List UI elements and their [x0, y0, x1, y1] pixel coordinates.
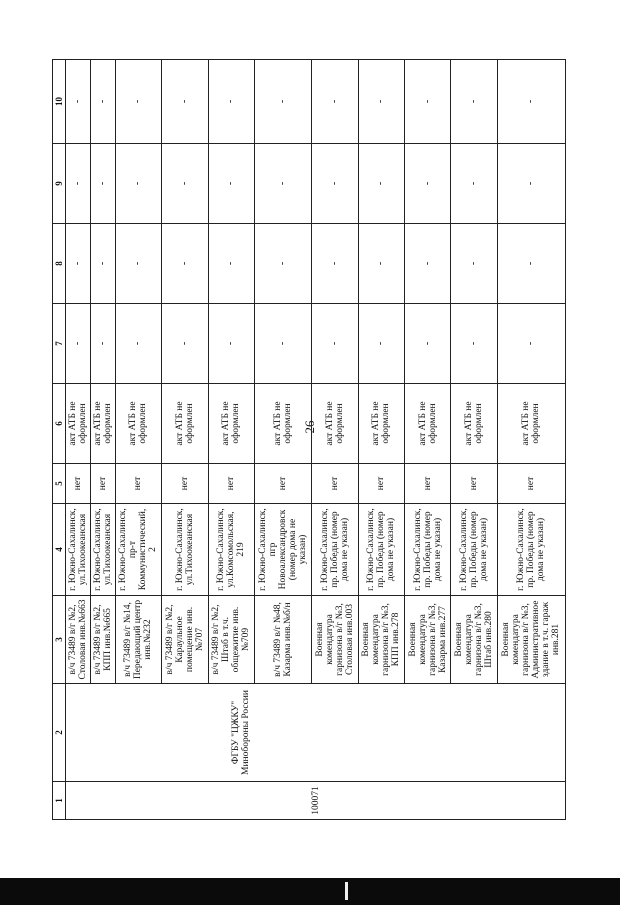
column-10-cell: -	[254, 60, 311, 144]
presence-cell: нет	[90, 464, 115, 504]
column-number-row	[53, 60, 66, 820]
status-cell: акт АТБ не оформлен	[254, 384, 311, 464]
column-7-cell: -	[162, 304, 208, 384]
column-number: 9	[53, 144, 66, 224]
presence-cell: нет	[162, 464, 208, 504]
rotated-table-container	[52, 60, 566, 820]
column-10-cell: -	[115, 60, 161, 144]
status-cell: акт АТБ не оформлен	[451, 384, 497, 464]
status-cell: акт АТБ не оформлен	[312, 384, 358, 464]
status-cell: акт АТБ не оформлен	[162, 384, 208, 464]
column-8-cell: -	[162, 224, 208, 304]
column-8-cell: -	[312, 224, 358, 304]
column-7-cell: -	[254, 304, 311, 384]
column-9-cell: -	[66, 144, 91, 224]
column-number: 8	[53, 224, 66, 304]
status-cell: акт АТБ не оформлен	[66, 384, 91, 464]
column-10-cell: -	[90, 60, 115, 144]
column-9-cell: -	[312, 144, 358, 224]
object-name-cell: в/ч 73489 в/г №2, Караульное помещение инв.№707	[162, 596, 208, 684]
presence-cell: нет	[358, 464, 404, 504]
column-7-cell: -	[358, 304, 404, 384]
address-cell: г. Южно-Сахалинск, пгр Новоалександровск (номер дома не указан)	[254, 504, 311, 596]
column-8-cell: -	[66, 224, 91, 304]
presence-cell: нет	[66, 464, 91, 504]
column-9-cell: -	[358, 144, 404, 224]
status-cell: акт АТБ не оформлен	[208, 384, 254, 464]
presence-cell: нет	[208, 464, 254, 504]
object-code-cell: 100071	[66, 782, 566, 820]
organization-cell: ФГБУ "ЦЖКУ" Минобороны России	[66, 684, 566, 782]
address-cell: г. Южно-Сахалинск, ул.Тихоокеанская	[66, 504, 91, 596]
column-number: 5	[53, 464, 66, 504]
column-number: 2	[53, 684, 66, 782]
column-8-cell: -	[497, 224, 565, 304]
presence-cell: нет	[254, 464, 311, 504]
object-name-cell: в/ч 73489 в/г №2, Столовая инв.№663	[66, 596, 91, 684]
column-7-cell: -	[497, 304, 565, 384]
column-7-cell: -	[312, 304, 358, 384]
column-10-cell: -	[208, 60, 254, 144]
column-7-cell: -	[66, 304, 91, 384]
object-name-cell: в/ч 73489 в/г №48, Казарма инв.№б/н	[254, 596, 311, 684]
column-9-cell: -	[115, 144, 161, 224]
column-9-cell: -	[405, 144, 451, 224]
column-8-cell: -	[115, 224, 161, 304]
column-9-cell: -	[451, 144, 497, 224]
column-10-cell: -	[66, 60, 91, 144]
presence-cell: нет	[115, 464, 161, 504]
address-cell: г. Южно-Сахалинск, пр-т Коммунистический, 2	[115, 504, 161, 596]
object-name-cell: в/ч 73489 в/г №2, КПП инв.№665	[90, 596, 115, 684]
presence-cell: нет	[451, 464, 497, 504]
column-7-cell: -	[115, 304, 161, 384]
page-number: 26	[302, 420, 317, 434]
column-10-cell: -	[405, 60, 451, 144]
column-number: 6	[53, 384, 66, 464]
column-7-cell: -	[90, 304, 115, 384]
status-cell: акт АТБ не оформлен	[497, 384, 565, 464]
column-10-cell: -	[497, 60, 565, 144]
column-8-cell: -	[405, 224, 451, 304]
register-table	[52, 59, 566, 820]
scan-mark	[345, 882, 348, 900]
column-8-cell: -	[451, 224, 497, 304]
column-number: 7	[53, 304, 66, 384]
object-name-cell: в/ч 73489 в/г №14, Передающий центр инв.№232	[115, 596, 161, 684]
column-8-cell: -	[358, 224, 404, 304]
column-8-cell: -	[90, 224, 115, 304]
column-7-cell: -	[405, 304, 451, 384]
presence-cell: нет	[405, 464, 451, 504]
column-10-cell: -	[358, 60, 404, 144]
object-name-cell: Военная комендатура гарнизона в/г №3, Административное здание в т.ч. гараж инв.281	[497, 596, 565, 684]
column-10-cell: -	[162, 60, 208, 144]
address-cell: г. Южно-Сахалинск, пр. Победы (номер дома не указан)	[405, 504, 451, 596]
column-9-cell: -	[162, 144, 208, 224]
address-cell: г. Южно-Сахалинск, пр. Победы (номер дома не указан)	[451, 504, 497, 596]
column-number: 10	[53, 60, 66, 144]
object-name-cell: Военная комендатура гарнизона в/г №3, Казарма инв.277	[405, 596, 451, 684]
column-number: 3	[53, 596, 66, 684]
column-8-cell: -	[208, 224, 254, 304]
address-cell: г. Южно-Сахалинск, ул.Тихоокеанская	[90, 504, 115, 596]
column-10-cell: -	[451, 60, 497, 144]
column-10-cell: -	[312, 60, 358, 144]
column-number: 1	[53, 782, 66, 820]
presence-cell: нет	[497, 464, 565, 504]
presence-cell: нет	[312, 464, 358, 504]
column-9-cell: -	[254, 144, 311, 224]
address-cell: г. Южно-Сахалинск, пр. Победы (номер дома не указан)	[358, 504, 404, 596]
status-cell: акт АТБ не оформлен	[358, 384, 404, 464]
column-8-cell: -	[254, 224, 311, 304]
column-number: 4	[53, 504, 66, 596]
column-7-cell: -	[208, 304, 254, 384]
column-7-cell: -	[451, 304, 497, 384]
table-row	[66, 60, 91, 820]
address-cell: г. Южно-Сахалинск, ул.Комсомольская, 219	[208, 504, 254, 596]
object-name-cell: в/ч 73489 в/г №2, Штаб в т.ч. общежитие инв.№709	[208, 596, 254, 684]
column-9-cell: -	[497, 144, 565, 224]
column-9-cell: -	[90, 144, 115, 224]
status-cell: акт АТБ не оформлен	[115, 384, 161, 464]
object-name-cell: Военная комендатура гарнизона в/г №3, Столовая инв.003	[312, 596, 358, 684]
address-cell: г. Южно-Сахалинск, пр. Победы (номер дома не указан)	[312, 504, 358, 596]
object-name-cell: Военная комендатура гарнизона в/г №3, Штаб инв.280	[451, 596, 497, 684]
object-name-cell: Военная комендатура гарнизона в/г №3, КПП инв.278	[358, 596, 404, 684]
address-cell: г. Южно-Сахалинск, ул.Тихоокеанская	[162, 504, 208, 596]
address-cell: г. Южно-Сахалинск, пр. Победы (номер дома не указан)	[497, 504, 565, 596]
scan-bottom-border	[0, 878, 620, 905]
status-cell: акт АТБ не оформлен	[405, 384, 451, 464]
status-cell: акт АТБ не оформлен	[90, 384, 115, 464]
column-9-cell: -	[208, 144, 254, 224]
